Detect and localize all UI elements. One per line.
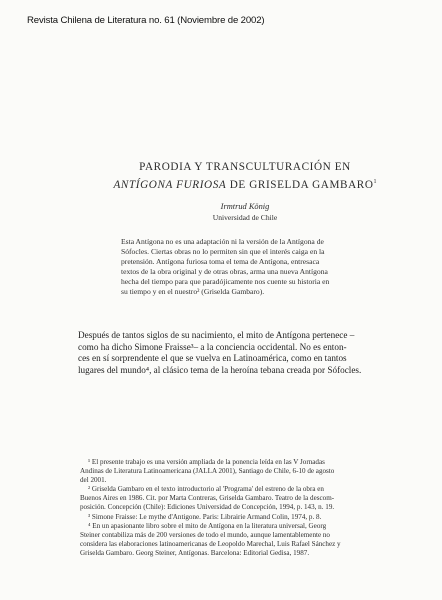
body-line: Después de tantos siglos de su nacimiento, el mito de Antígona pertenece – [78, 330, 355, 340]
footnote-line: Steiner contabiliza más de 200 versiones de todo el mundo, aunque lamentablemente no [80, 530, 330, 539]
epigraph-line: Esta Antígona no es una adaptación ni la versión de la Antígona de [121, 237, 324, 246]
title-italic-part: ANTÍGONA FURIOSA [113, 179, 227, 191]
article-title [100, 160, 390, 193]
footnote-1 [80, 458, 410, 485]
title-line-1: PARODIA Y TRANSCULTURACIÓN EN [139, 161, 351, 173]
footnote-line: ¹ El presente trabajo es una versión ampliada de la ponencia leída en las V Jornadas [88, 458, 325, 466]
epigraph-line: hecha del tiempo para que paradójicamente nos cuente su historia en [121, 277, 330, 287]
footnote-line: posición. Concepción (Chile): Ediciones Universidad de Concepción, 1994, p. 143, n. 19. [80, 503, 335, 512]
footnotes [80, 458, 410, 558]
author-affiliation: Universidad de Chile [212, 213, 278, 222]
title-footnote-marker: 1 [373, 179, 377, 185]
epigraph-line: su tiempo y en el nuestro² (Griselda Gambaro). [121, 287, 265, 297]
body-line: lugares del mundo⁴, al clásico tema de la heroína tebana creada por Sófocles. [78, 364, 362, 375]
footnote-4 [80, 522, 410, 558]
footnote-line: Buenos Aires en 1986. Cit. por Marta Contreras, Griselda Gambaro. Teatro de la descom- [80, 494, 335, 503]
footnote-line: considera las elaboraciones latinoamericanas de Leopoldo Marechal, Luis Rafael Sánchez y [80, 539, 341, 548]
footnote-3 [80, 513, 410, 522]
footnote-line: Andinas de Literatura Latinoamericana (JALLA 2001), Santiago de Chile, 6-10 de agosto [80, 467, 335, 476]
epigraph-line: pretensión. Antígona furiosa toma el tema de Antígona, entresaca [121, 257, 320, 267]
title-rest: DE GRISELDA GAMBARO [226, 179, 374, 191]
journal-header: Revista Chilena de Literatura no. 61 (Noviembre de 2002) [27, 15, 265, 26]
epigraph-line: Sófocles. Ciertas obras no lo permiten sin que el interés caiga en la [121, 247, 325, 257]
author-name: Irmtrud König [220, 202, 270, 211]
footnote-2 [80, 485, 410, 512]
epigraph-line: textos de la obra original y de otras obras, arma una nueva Antígona [121, 267, 328, 277]
body-paragraph [78, 330, 408, 376]
body-line: como ha dicho Simone Fraisse³– a la conciencia occidental. No es enton- [78, 341, 347, 352]
body-line: ces en sí sorprendente el que se vuelva en Latinoamérica, como en tantos [78, 353, 347, 364]
footnote-line: ² Griselda Gambaro en el texto introductorio al 'Programa' del estreno de la obra en [88, 485, 324, 494]
epigraph [121, 237, 403, 298]
footnote-line: Griselda Gambaro. Georg Steiner, Antígonas. Barcelona: Editorial Gedisa, 1987. [80, 548, 310, 557]
title-line-2 [100, 175, 390, 193]
footnote-line: del 2001. [80, 476, 107, 485]
footnote-line: ⁴ En un apasionante libro sobre el mito de Antígona en la literatura universal, Georg [88, 521, 327, 530]
footnote-line: ³ Simone Fraisse: Le mythe d'Antigone. Paris: Librairie Armand Colin, 1974, p. 8. [88, 512, 322, 521]
